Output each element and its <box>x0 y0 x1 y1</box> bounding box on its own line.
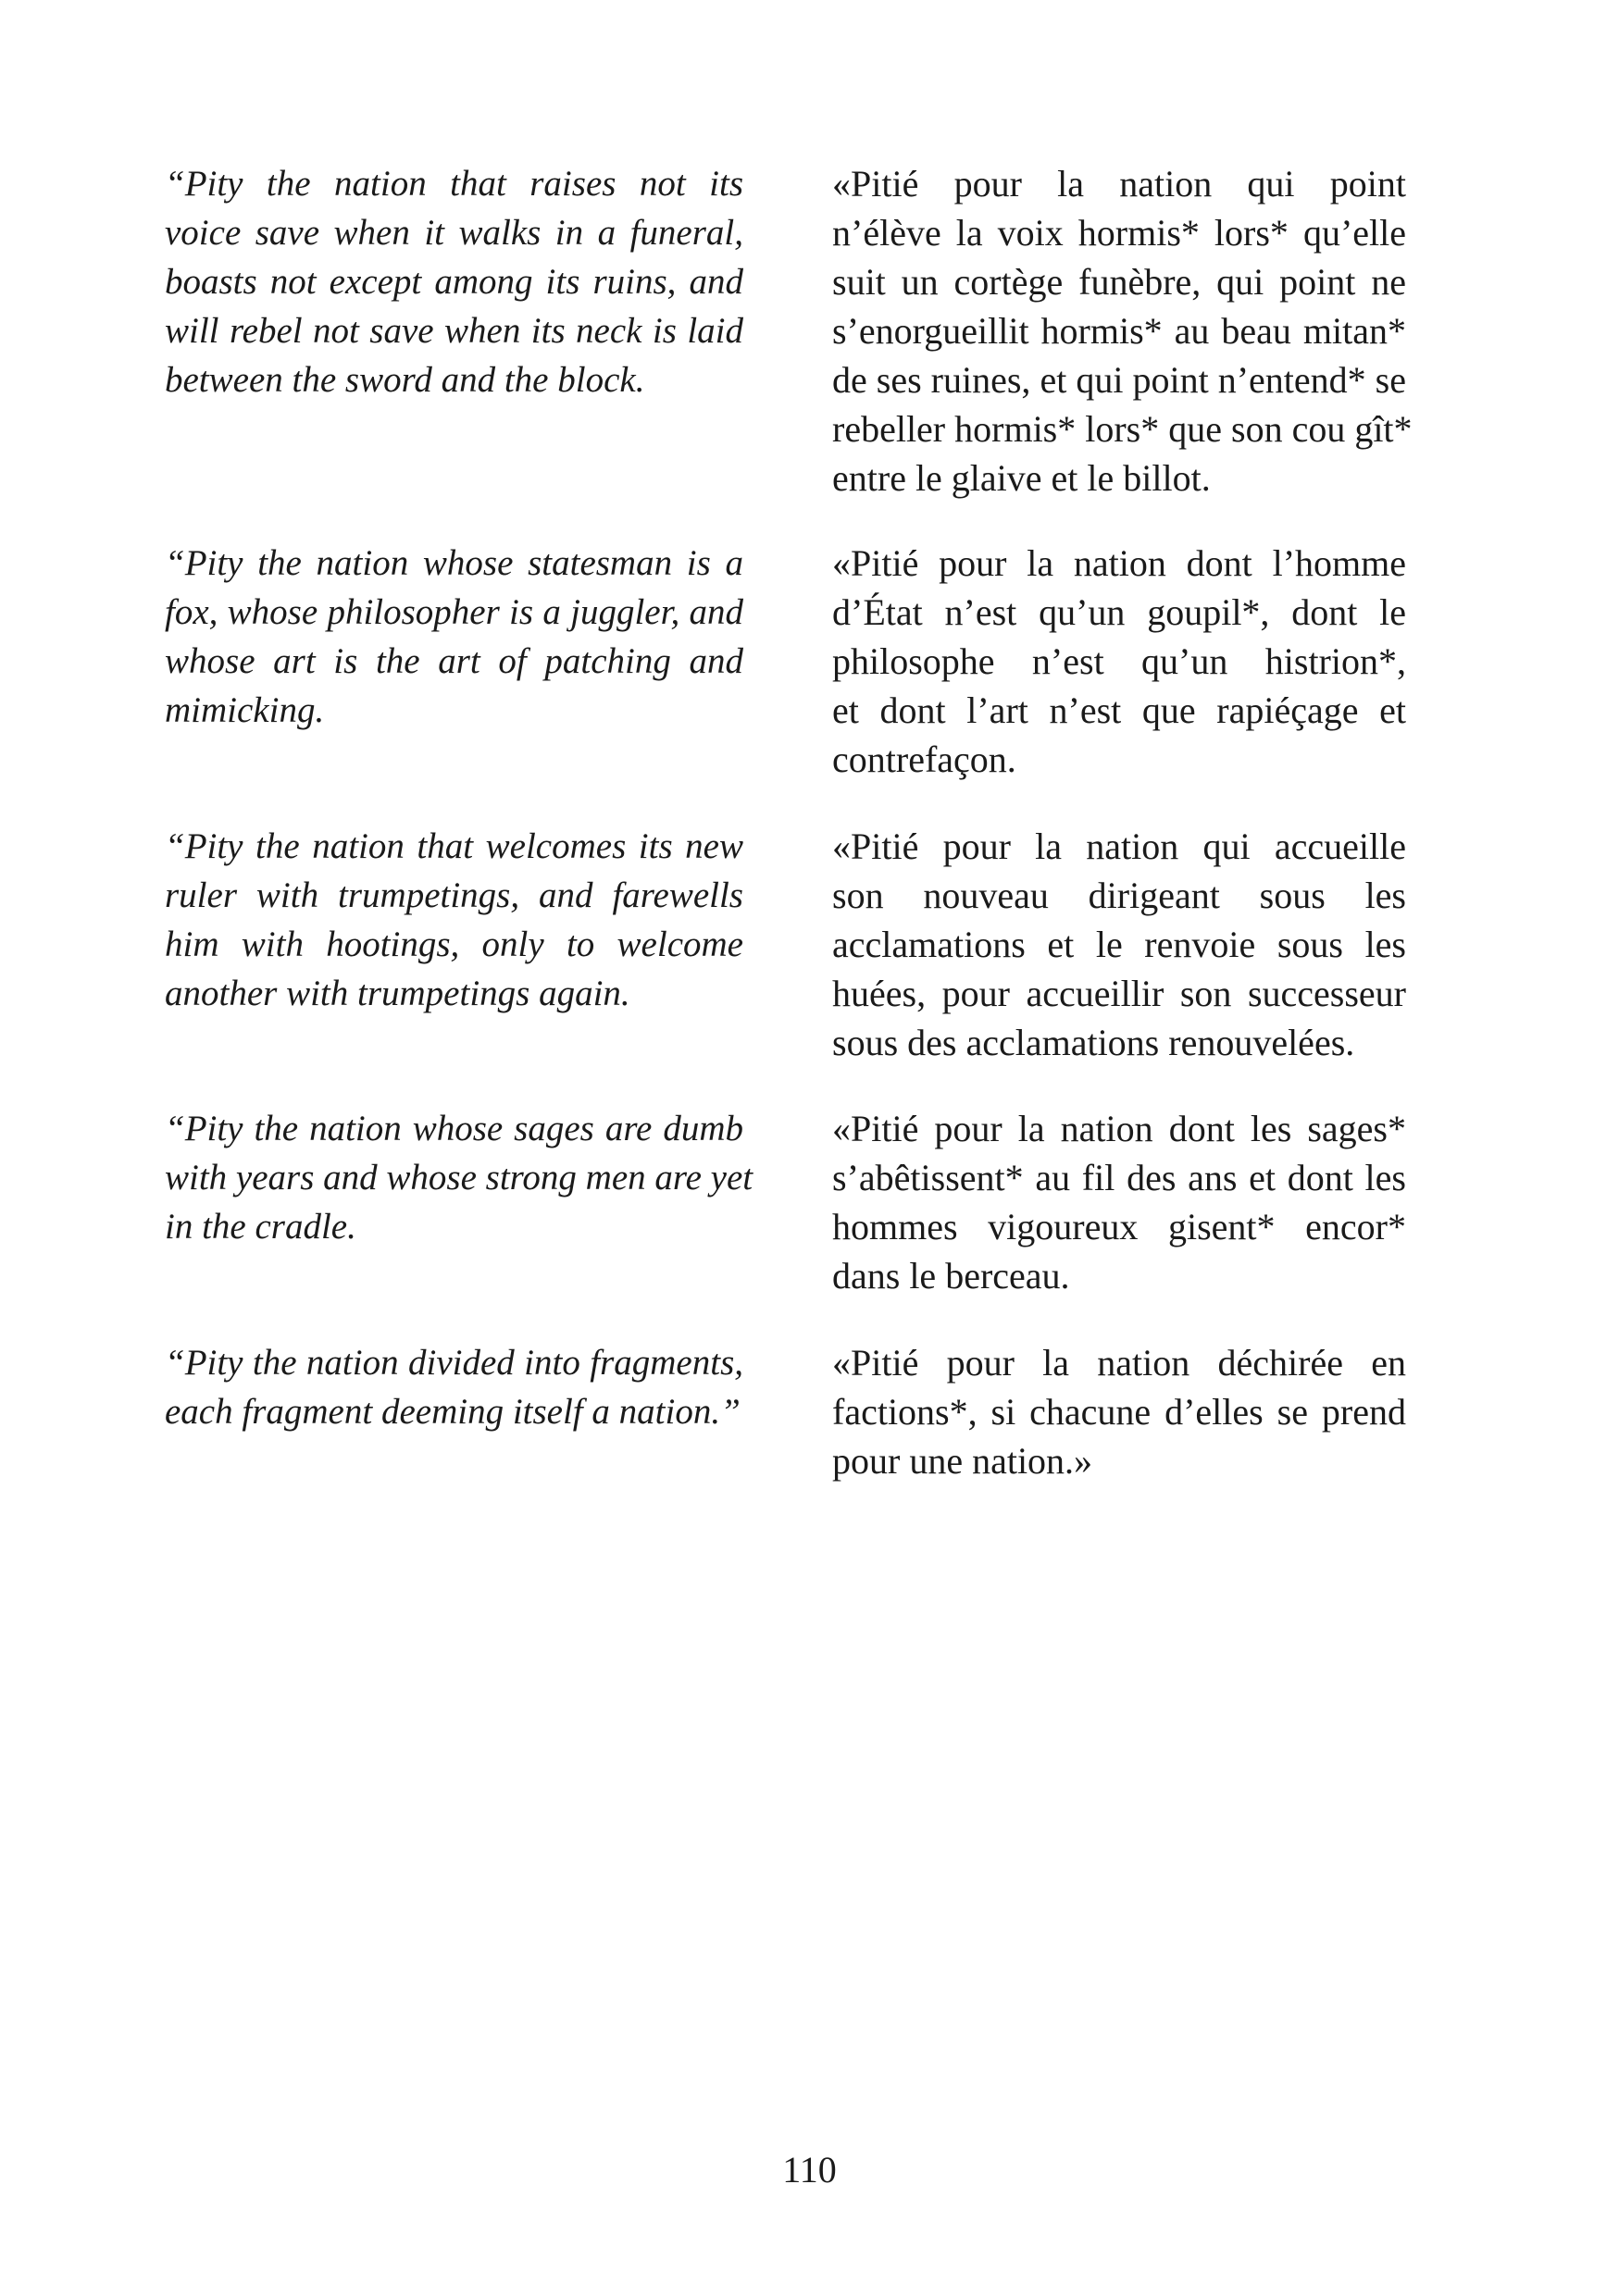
english-column <box>165 539 743 784</box>
english-line: “Pity the nation whose sages are dumb <box>165 1109 743 1148</box>
french-line: entre le glaive et le billot. <box>832 457 1211 499</box>
english-line: each fragment deeming itself a nation.” <box>165 1392 741 1432</box>
english-column <box>165 1338 743 1485</box>
french-line: factions*, si chacune d’elles se prend <box>832 1391 1406 1433</box>
french-line: «Pitié pour la nation déchirée en <box>832 1342 1406 1384</box>
stanza-1 <box>165 159 1413 503</box>
english-line: “Pity the nation that raises not its <box>165 164 743 204</box>
french-line: «Pitié pour la nation dont les sages* <box>832 1108 1406 1149</box>
french-line: s’abêtissent* au fil des ans et dont les <box>832 1157 1406 1198</box>
french-line: contrefaçon. <box>832 738 1016 780</box>
french-line: d’État n’est qu’un goupil*, dont le <box>832 591 1406 633</box>
english-line: him with hootings, only to welcome <box>165 925 743 964</box>
french-line: «Pitié pour la nation qui accueille <box>832 825 1406 867</box>
english-line: ruler with trumpetings, and farewells <box>165 875 743 915</box>
english-line: will rebel not save when its neck is laid <box>165 311 743 351</box>
french-column <box>832 822 1406 1067</box>
french-line: n’élève la voix hormis* lors* qu’elle <box>832 212 1406 254</box>
french-line: s’enorgueillit hormis* au beau mitan* <box>832 310 1406 352</box>
french-line: pour une nation.» <box>832 1440 1093 1482</box>
french-column <box>832 159 1413 503</box>
french-line: dans le berceau. <box>832 1255 1070 1297</box>
english-line: boasts not except among its ruins, and <box>165 262 743 302</box>
english-line: between the sword and the block. <box>165 360 645 400</box>
french-line: rebeller hormis* lors* que son cou gît* <box>832 408 1413 450</box>
french-line: huées, pour accueillir son successeur <box>832 973 1406 1014</box>
english-column <box>165 159 743 503</box>
french-line: suit un cortège funèbre, qui point ne <box>832 261 1406 303</box>
english-line: whose art is the art of patching and <box>165 641 743 681</box>
french-column <box>832 539 1406 784</box>
english-line: “Pity the nation whose statesman is a <box>165 543 743 583</box>
french-line: «Pitié pour la nation qui point <box>832 163 1406 205</box>
stanza-2 <box>165 539 1406 784</box>
french-column <box>832 1104 1406 1300</box>
stanza-5 <box>165 1338 1406 1485</box>
stanza-3 <box>165 822 1406 1067</box>
stanza-4 <box>165 1104 1406 1300</box>
french-line: «Pitié pour la nation dont l’homme <box>832 542 1406 584</box>
english-line: “Pity the nation divided into fragments, <box>165 1343 743 1383</box>
english-column <box>165 822 743 1067</box>
french-line: son nouveau dirigeant sous les <box>832 875 1406 916</box>
french-line: philosophe n’est qu’un histrion*, <box>832 640 1406 682</box>
english-line: another with trumpetings again. <box>165 974 630 1013</box>
english-line: in the cradle. <box>165 1207 356 1247</box>
page-number: 110 <box>782 2149 837 2191</box>
french-column <box>832 1338 1406 1485</box>
french-line: de ses ruines, et qui point n’entend* se <box>832 359 1406 401</box>
english-column <box>165 1104 753 1300</box>
french-line: et dont l’art n’est que rapiéçage et <box>832 689 1406 731</box>
french-line: sous des acclamations renouvelées. <box>832 1022 1355 1063</box>
english-line: with years and whose strong men are yet <box>165 1158 753 1198</box>
english-line: mimicking. <box>165 690 325 730</box>
french-line: acclamations et le renvoie sous les <box>832 924 1406 965</box>
english-line: voice save when it walks in a funeral, <box>165 213 743 253</box>
french-line: hommes vigoureux gisent* encor* <box>832 1206 1406 1247</box>
english-line: “Pity the nation that welcomes its new <box>165 826 743 866</box>
english-line: fox, whose philosopher is a juggler, and <box>165 592 743 632</box>
